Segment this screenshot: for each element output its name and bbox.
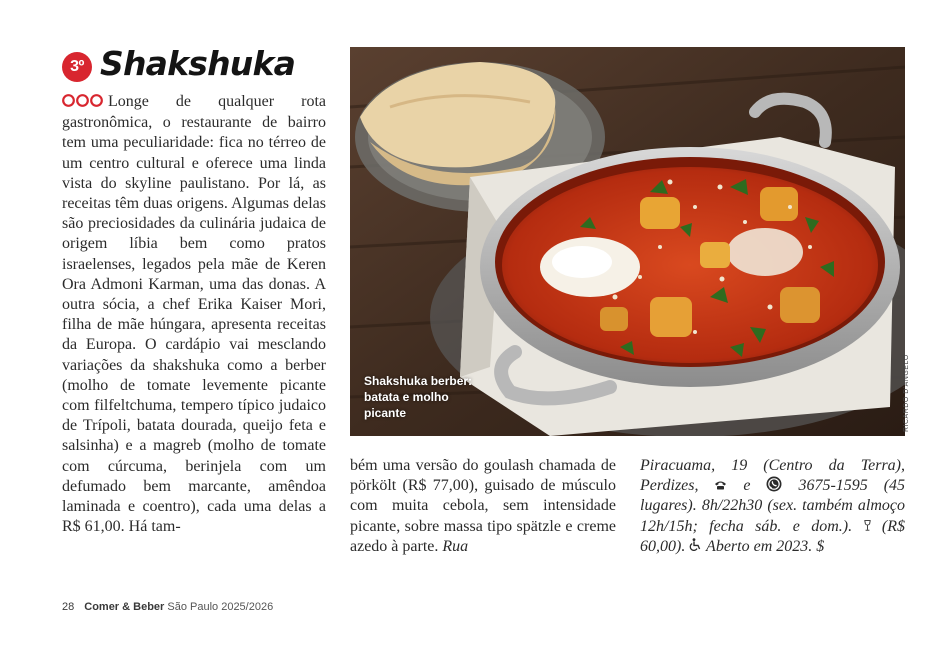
info-block	[640, 456, 905, 557]
wheelchair-icon	[689, 538, 702, 555]
telephone-icon	[714, 477, 727, 494]
article-column-2	[350, 456, 616, 557]
page-number: 28	[62, 601, 75, 613]
review-text-part-2: bém uma versão do goulash chamada de pörkölt (R$ 77,00), guisado de músculo com muita cebola, sem intensidade picante, sobre massa tipo spätzle e creme azedo à parte.	[350, 457, 616, 555]
phone-joiner: e	[743, 477, 751, 495]
street-label: Rua	[442, 537, 469, 555]
photo-credit: RICARDO D'ANGELO	[903, 354, 910, 432]
price-level: $	[816, 537, 825, 555]
wine-price: (R$ 60,00).	[640, 517, 905, 555]
page-footer	[62, 601, 273, 613]
shakshuka-photo	[350, 47, 905, 436]
wine-glass-icon	[864, 518, 871, 535]
address: Piracuama, 19 (Centro da Terra), Perdizes,	[640, 457, 905, 495]
opening-hours: 8h/22h30 (sex. também almoço 12h/15h; fecha sáb. e dom.).	[640, 497, 905, 535]
photo-caption: Shakshuka berber: batata e molho picante	[364, 374, 473, 420]
phone-number: 3675-1595 (45 lugares).	[640, 477, 906, 515]
whatsapp-icon	[766, 477, 782, 494]
review-text-part-1: Longe de qualquer rota gastronômica, o restaurante de bairro tem uma peculiaridade: fica no térreo de um centro cultural e oferece uma linda vista do skyline paulistano. Por lá, as receitas têm duas origens. Algumas delas são preciosidades da culinária judaica de origem líbia bem como pratos israelenses, legados pela mãe de Keren Ora Admoni Karman, uma das donas. A outra sócia, a chef Erika Kaiser Mori, filha de mãe húngara, apresenta receitas da Europa. O cardápio vai mesclando variações da shakshuka como a berber (molho de tomate levemente picante com filfeltchuma, tempero típico judaico de Trípoli, batata dourada, queijo feta e salsinha) e a magreb (molho de tomate com cúrcuma, berinjela com um defumado bem marcante, amêndoa laminada e coentro), cada uma delas a R$ 61,00. Há tam-	[62, 93, 326, 536]
restaurant-title: Shakshuka	[100, 44, 296, 83]
three-red-circle-rating-icons	[62, 93, 104, 113]
article-column-1	[62, 92, 326, 537]
opened-year: Aberto em 2023.	[706, 537, 813, 555]
edition-name: São Paulo 2025/2026	[167, 601, 274, 613]
publication-name: Comer & Beber	[84, 601, 165, 613]
rank-badge: 3º	[62, 52, 92, 82]
